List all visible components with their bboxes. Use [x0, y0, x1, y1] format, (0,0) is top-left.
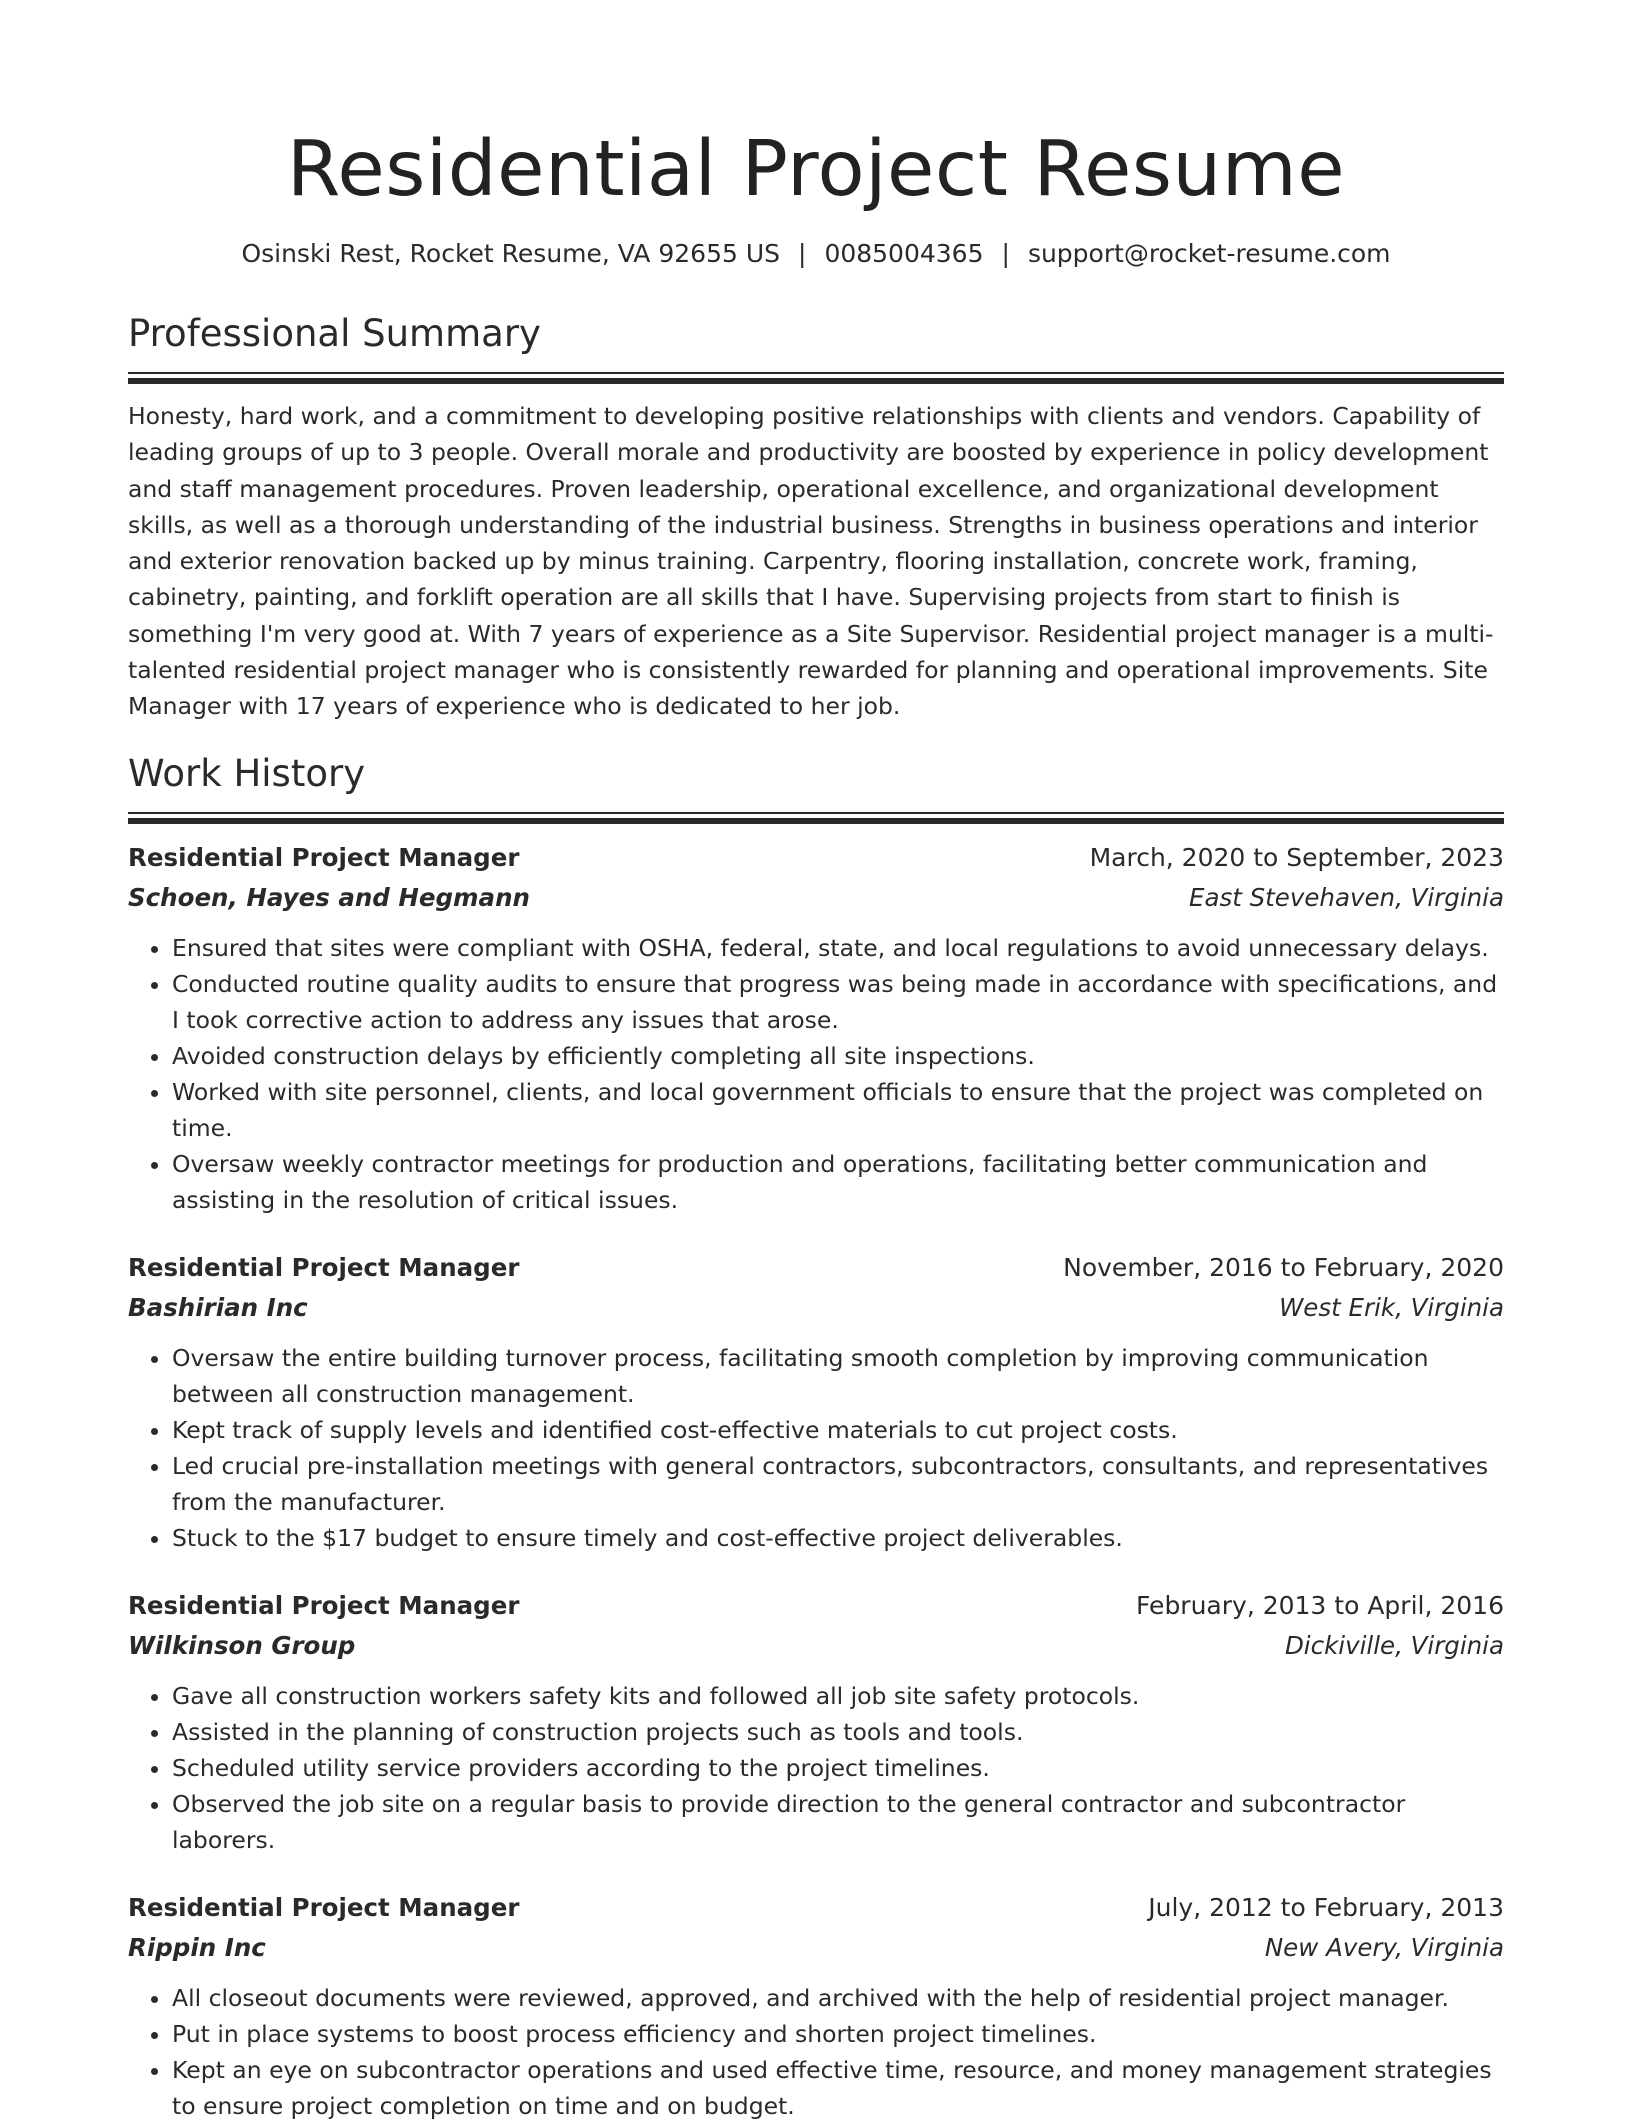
work-history-section [128, 750, 1504, 2124]
job-bullet-list [128, 1340, 1504, 1556]
job-header-row [128, 1248, 1504, 1288]
job-bullet-list [128, 1980, 1504, 2124]
job-company: Bashirian Inc [128, 1292, 308, 1322]
job-bullet: • Observed the job site on a regular basis to provide direction to the general contractor and subcontractor laborers. [172, 1786, 1504, 1858]
section-divider [128, 372, 1504, 384]
job-title: Residential Project Manager [128, 842, 520, 872]
job-entry [128, 1248, 1504, 1556]
job-bullet: • Worked with site personnel, clients, and local government officials to ensure that the project was completed on time. [172, 1074, 1504, 1146]
job-company-row [128, 1928, 1504, 1968]
job-header-row [128, 1586, 1504, 1626]
job-header-row [128, 1888, 1504, 1928]
job-entry [128, 838, 1504, 1218]
contact-line [128, 236, 1504, 272]
professional-summary-section [128, 310, 1504, 725]
resume-name: Residential Project Resume [286, 125, 1346, 214]
job-bullet: • Scheduled utility service providers according to the project timelines. [172, 1750, 1504, 1786]
job-bullet: • Gave all construction workers safety kits and followed all job site safety protocols. [172, 1678, 1504, 1714]
job-dates: February, 2013 to April, 2016 [1136, 1590, 1504, 1620]
job-bullet: • Conducted routine quality audits to ensure that progress was being made in accordance with specifications, and I took corrective action to address any issues that arose. [172, 966, 1504, 1038]
section-title-work-history: Work History [128, 751, 366, 795]
job-dates: March, 2020 to September, 2023 [1089, 842, 1504, 872]
job-location: Dickiville, Virginia [1284, 1630, 1504, 1660]
job-bullet: • Kept an eye on subcontractor operations and used effective time, resource, and money management strategies to ensure project completion on time and on budget. [172, 2052, 1504, 2124]
contact-address: Osinski Rest, Rocket Resume, VA 92655 US [241, 239, 780, 268]
job-bullet: • Avoided construction delays by efficiently completing all site inspections. [172, 1038, 1504, 1074]
job-entry [128, 1888, 1504, 2124]
job-dates: November, 2016 to February, 2020 [1063, 1252, 1504, 1282]
job-bullet: • Oversaw weekly contractor meetings for production and operations, facilitating better communication and assisting in the resolution of critical issues. [172, 1146, 1504, 1218]
contact-email: support@rocket-resume.com [1027, 239, 1391, 268]
job-company-row [128, 1626, 1504, 1666]
job-company: Schoen, Hayes and Hegmann [128, 882, 530, 912]
job-bullet-list [128, 1678, 1504, 1858]
job-bullet: • Ensured that sites were compliant with OSHA, federal, state, and local regulations to avoid unnecessary delays. [172, 930, 1504, 966]
job-entry [128, 1586, 1504, 1858]
contact-separator: | [798, 239, 807, 268]
job-dates: July, 2012 to February, 2013 [1148, 1892, 1504, 1922]
job-bullet: • All closeout documents were reviewed, approved, and archived with the help of residential project manager. [172, 1980, 1504, 2016]
job-company: Wilkinson Group [128, 1630, 356, 1660]
summary-text: Honesty, hard work, and a commitment to developing positive relationships with clients and vendors. Capability of leading groups of up to 3 people. Overall morale and productivity are boosted by experience in policy development and staff management procedures. Proven leadership, operational excellence, and organizational development skills, as well as a thorough understanding of the industrial business. Strengths in business operations and interior and exterior renovation backed up by minus training. Carpentry, flooring installation, concrete work, framing, cabinetry, painting, and forklift operation are all skills that I have. Supervising projects from start to finish is something I'm very good at. With 7 years of experience as a Site Supervisor. Residential project manager is a multi-talented residential project manager who is consistently rewarded for planning and operational improvements. Site Manager with 17 years of experience who is dedicated to her job. [128, 402, 1494, 721]
job-header-row [128, 838, 1504, 878]
section-divider [128, 812, 1504, 824]
resume-page [128, 0, 1504, 2124]
job-company-row [128, 1288, 1504, 1328]
job-bullet: • Kept track of supply levels and identified cost-effective materials to cut project costs. [172, 1412, 1504, 1448]
job-location: East Stevehaven, Virginia [1188, 882, 1504, 912]
job-bullet-list [128, 930, 1504, 1218]
job-bullet: • Put in place systems to boost process efficiency and shorten project timelines. [172, 2016, 1504, 2052]
job-bullet: • Led crucial pre-installation meetings with general contractors, subcontractors, consultants, and representatives from the manufacturer. [172, 1448, 1504, 1520]
job-bullet: • Assisted in the planning of construction projects such as tools and tools. [172, 1714, 1504, 1750]
contact-separator: | [1001, 239, 1010, 268]
section-title-summary: Professional Summary [128, 312, 541, 355]
job-title: Residential Project Manager [128, 1590, 520, 1620]
job-title: Residential Project Manager [128, 1252, 520, 1282]
contact-phone: 0085004365 [824, 239, 984, 268]
job-company-row [128, 878, 1504, 918]
job-title: Residential Project Manager [128, 1892, 520, 1922]
job-bullet: • Stuck to the $17 budget to ensure timely and cost-effective project deliverables. [172, 1520, 1504, 1556]
job-bullet: • Oversaw the entire building turnover process, facilitating smooth completion by improving communication between all construction management. [172, 1340, 1504, 1412]
job-company: Rippin Inc [128, 1932, 266, 1962]
job-location: West Erik, Virginia [1279, 1292, 1504, 1322]
job-location: New Avery, Virginia [1264, 1932, 1504, 1962]
